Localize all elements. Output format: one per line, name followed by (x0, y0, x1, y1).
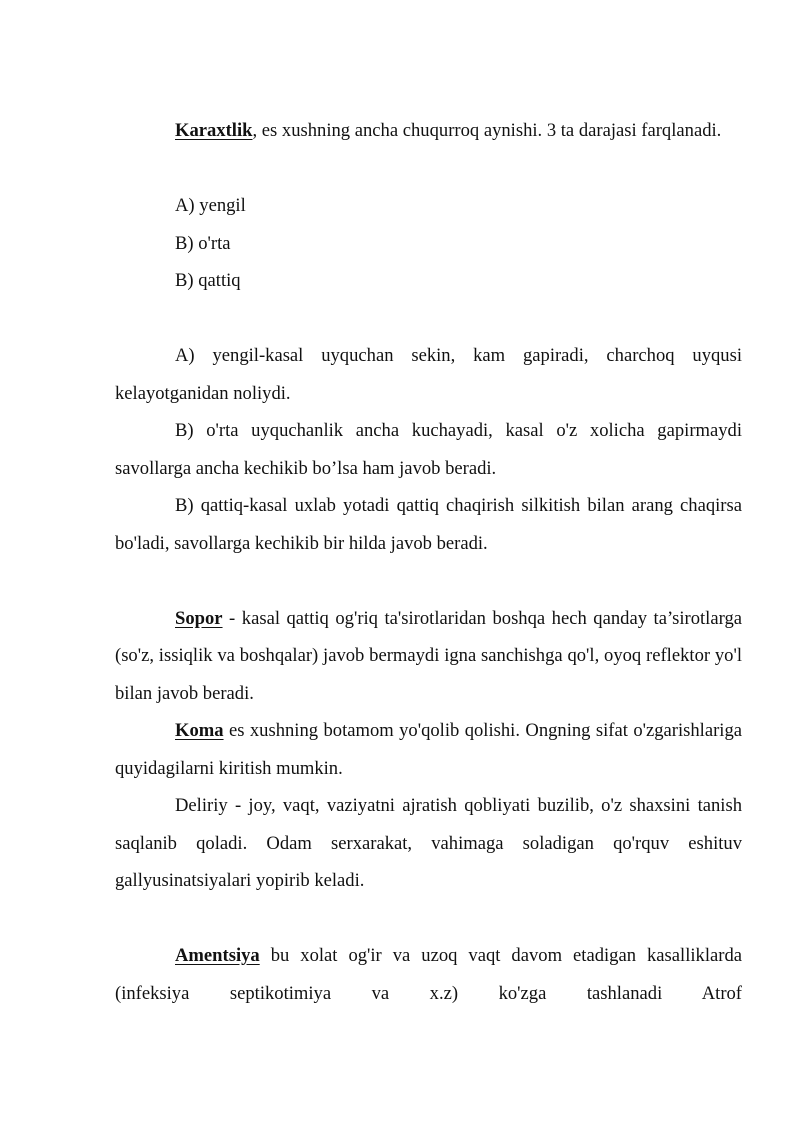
spacer (115, 900, 742, 938)
level-description-severe: B) qattiq-kasal uxlab yotadi qattiq chaqirish silkitish bilan arang chaqirsa bo'ladi, savollarga kechikib bir hilda javob beradi. (115, 495, 742, 554)
level-item: B) qattiq (175, 270, 241, 291)
level-description-moderate: B) o'rta uyquchanlik ancha kuchayadi, kasal o'z xolicha gapirmaydi savollarga ancha kechikib bo’lsa ham javob beradi. (115, 420, 742, 479)
spacer (115, 300, 742, 338)
level-item: B) o'rta (175, 232, 231, 254)
term-koma: Koma (175, 720, 224, 741)
paragraph-karaxtlik (115, 112, 742, 150)
koma-text: es xushning botamom yo'qolib qolishi. Ongning sifat o'zgarishlariga quyidagilarni kiritish mumkin. (115, 720, 742, 779)
level-item: A) yengil (175, 195, 246, 216)
term-sopor: Sopor (175, 607, 223, 629)
paragraph-deliriy: Deliriy - joy, vaqt, vaziyatni ajratish qobliyati buzilib, o'z shaxsini tanish saqlanib qoladi. Odam serxarakat, vahimaga soladigan qo'rquv eshituv gallyusinatsiyalari yopirib keladi. (115, 795, 742, 891)
karaxtlik-text: , es xushning anchа chuqurroq aynishi. 3 ta darajasi farqlanadi. (252, 120, 722, 141)
document-page (115, 112, 742, 1012)
amentsiya-text: bu xolat og'ir va uzoq vaqt davom etadigan kasalliklarda (infeksiya septikotimiya va x.z) ko'zga tashlanadi Atrof (115, 945, 742, 1004)
paragraph-koma (115, 712, 742, 787)
spacer (115, 150, 742, 188)
term-amentsiya: Amentsiya (175, 945, 260, 966)
paragraph-amentsiya (115, 937, 742, 1012)
term-karaxtlik: Karaxtlik (175, 120, 253, 141)
sopor-text: - kasal qattiq og'riq ta'sirotlaridan boshqa hech qanday ta’sirotlarga (so'z, issiqlik va boshqalar) javob bermaydi igna sanchishga qo'l, oyoq reflektor yo'l bilan javob beradi. (115, 607, 742, 704)
spacer (115, 562, 742, 600)
level-description-mild: A) yengil-kasal uyquchan sekin, kam gapiradi, charchoq uyqusi kelayotganidan noliydi. (115, 345, 742, 404)
paragraph-sopor (115, 600, 742, 713)
